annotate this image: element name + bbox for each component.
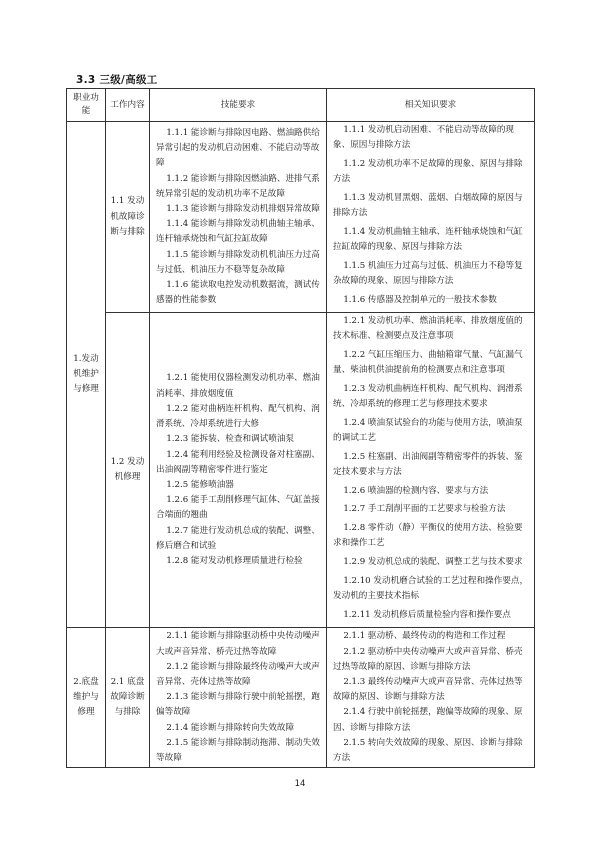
knowledge-item: 2.1.4 行驶中前轮摇摆，跑偏等故障的现象、原因、诊断与排除方法: [333, 707, 523, 733]
skill-item: 1.2.3 能拆装、检查和调试喷油泵: [166, 434, 295, 445]
skill-item: 1.2.4 能利用经验及检测设备对柱塞副、出油阀副等精密零件进行鉴定: [156, 449, 320, 475]
knowledge-item: 1.1.2 发动机功率不足故障的现象、原因与排除方法: [333, 158, 523, 185]
knowledge-cell: [327, 628, 535, 768]
knowledge-item: 1.2.5 柱塞副、出油阀副等精密零件的拆装、鉴定技术要求与方法: [333, 451, 523, 478]
knowledge-item: 1.2.1 发动机功率、燃油消耗率、排放烟度值的技术标准、检测要点及注意事项: [333, 316, 523, 342]
table-row: [67, 122, 535, 313]
knowledge-item: 2.1.1 驱动桥、最终传动的构造和工作过程: [343, 631, 506, 642]
section-heading: 3.3 三级/高级工: [76, 74, 158, 86]
skill-item: 1.1.2 能诊断与排除因燃油路、进排气系统异常引起的发动机功率不足故障: [156, 173, 320, 199]
knowledge-item: 1.1.4 发动机曲轴主轴承、连杆轴承烧蚀和气缸拉缸故障的现象、原因与排除方法: [333, 226, 523, 252]
skills-table: [66, 88, 535, 768]
header-skills: 技能要求: [150, 89, 327, 122]
knowledge-cell: [327, 313, 535, 628]
knowledge-item: 2.1.5 转向失效故障的现象、原因、诊断与排除方法: [333, 737, 523, 764]
skills-cell: [150, 313, 327, 628]
knowledge-item: 1.1.3 发动机冒黑烟、蓝烟、白烟故障的原因与排除方法: [333, 192, 523, 219]
header-content: 工作内容: [106, 89, 150, 122]
skill-item: 1.1.6 能读取电控发动机数据流，测试传感器的性能参数: [156, 279, 320, 306]
knowledge-item: 1.2.7 手工刮削平面的工艺要求与检验方法: [343, 504, 506, 515]
page-number: 14: [294, 779, 306, 789]
knowledge-item: 1.2.2 气缸压缩压力、曲轴箱窜气量、气缸漏气量、柴油机供油提前角的检测要点和注意事项: [333, 350, 523, 376]
skill-item: 2.1.4 能诊断与排除转向失效故障: [166, 722, 295, 733]
skill-item: 1.1.3 能诊断与排除发动机排烟异常故障: [166, 203, 320, 214]
knowledge-item: 2.1.2 驱动桥中央传动噪声大或声音异常、桥壳过热等故障的原因、诊断与排除方法: [333, 646, 523, 672]
knowledge-item: 1.2.11 发动机修后质量检验内容和操作要点: [343, 609, 511, 620]
skill-item: 1.2.7 能进行发动机总成的装配、调整、修后磨合和试验: [156, 525, 320, 551]
skill-item: 2.1.5 能诊断与排除制动拖滞、制动失效等故障: [156, 737, 320, 764]
skill-item: 1.2.1 能使用仪器检测发动机功率、燃油消耗率、排放烟度值: [156, 373, 320, 399]
knowledge-item: 1.1.5 机油压力过高与过低、机油压力不稳等复杂故障的现象、原因与排除方法: [333, 260, 523, 286]
knowledge-item: 1.2.10 发动机磨合试验的工艺过程和操作要点，发动机的主要技术指标: [333, 575, 529, 601]
content-cell: 1.2 发动机修理: [106, 313, 150, 628]
knowledge-item: 1.2.4 喷油泵试验台的功能与使用方法，喷油泵的调试工艺: [333, 417, 523, 444]
skill-item: 1.1.5 能诊断与排除发动机机油压力过高与过低、机油压力不稳等复杂故障: [156, 249, 320, 275]
skill-item: 1.2.8 能对发动机修理质量进行检验: [166, 555, 303, 566]
skill-item: 1.2.2 能对曲柄连杆机构、配气机构、润滑系统、冷却系统进行大修: [156, 403, 320, 430]
knowledge-item: 1.1.6 传感器及控制单元的一般技术参数: [343, 294, 497, 305]
table-header-row: [67, 89, 535, 122]
function-cell: 2.底盘维护与修理: [67, 628, 106, 768]
knowledge-item: 1.2.8 零件动（静）平衡仪的使用方法、检验要求和操作工艺: [333, 523, 523, 549]
skill-item: 1.2.5 能修喷油器: [166, 479, 234, 490]
skill-item: 1.1.1 能诊断与排除因电路、燃油路供给异常引起的发动机启动困难、不能启动等故障: [156, 127, 320, 169]
table-row: [67, 628, 535, 768]
skill-item: 2.1.2 能诊断与排除最终传动噪声大或声音异常、壳体过热等故障: [156, 661, 320, 687]
skill-item: 1.2.6 能手工刮削修理气缸体、气缸盖接合端面的翘曲: [156, 495, 320, 521]
header-function: 职业功能: [67, 89, 106, 122]
knowledge-cell: [327, 122, 535, 313]
skills-cell: [150, 122, 327, 313]
header-knowledge: 相关知识要求: [327, 89, 535, 122]
skill-item: 2.1.1 能诊断与排除驱动桥中央传动噪声大或声音异常、桥壳过热等故障: [156, 631, 320, 657]
knowledge-item: 1.2.9 发动机总成的装配、调整工艺与技术要求: [343, 557, 523, 568]
knowledge-item: 1.1.1 发动机启动困难、不能启动等故障的现象、原因与排除方法: [333, 125, 515, 151]
knowledge-item: 2.1.3 最终传动噪声大或声音异常、壳体过热等故障的原因、诊断与排除方法: [333, 677, 523, 703]
table-row: [67, 313, 535, 628]
knowledge-item: 1.2.6 喷油器的检测内容、要求与方法: [343, 485, 489, 496]
skill-item: 1.1.4 能诊断与排除发动机曲轴主轴承、连杆轴承烧蚀和气缸拉缸故障: [156, 219, 320, 245]
function-cell: 1.发动机维护与修理: [67, 122, 106, 628]
content-cell: 1.1 发动机故障诊断与排除: [106, 122, 150, 313]
skill-item: 2.1.3 能诊断与排除行驶中前轮摇摆，跑偏等故障: [156, 692, 320, 718]
skills-cell: [150, 628, 327, 768]
knowledge-item: 1.2.3 发动机曲柄连杆机构、配气机构、润滑系统、冷却系统的修理工艺与修理技术要求: [333, 384, 523, 410]
content-cell: 2.1 底盘故障诊断与排除: [106, 628, 150, 768]
